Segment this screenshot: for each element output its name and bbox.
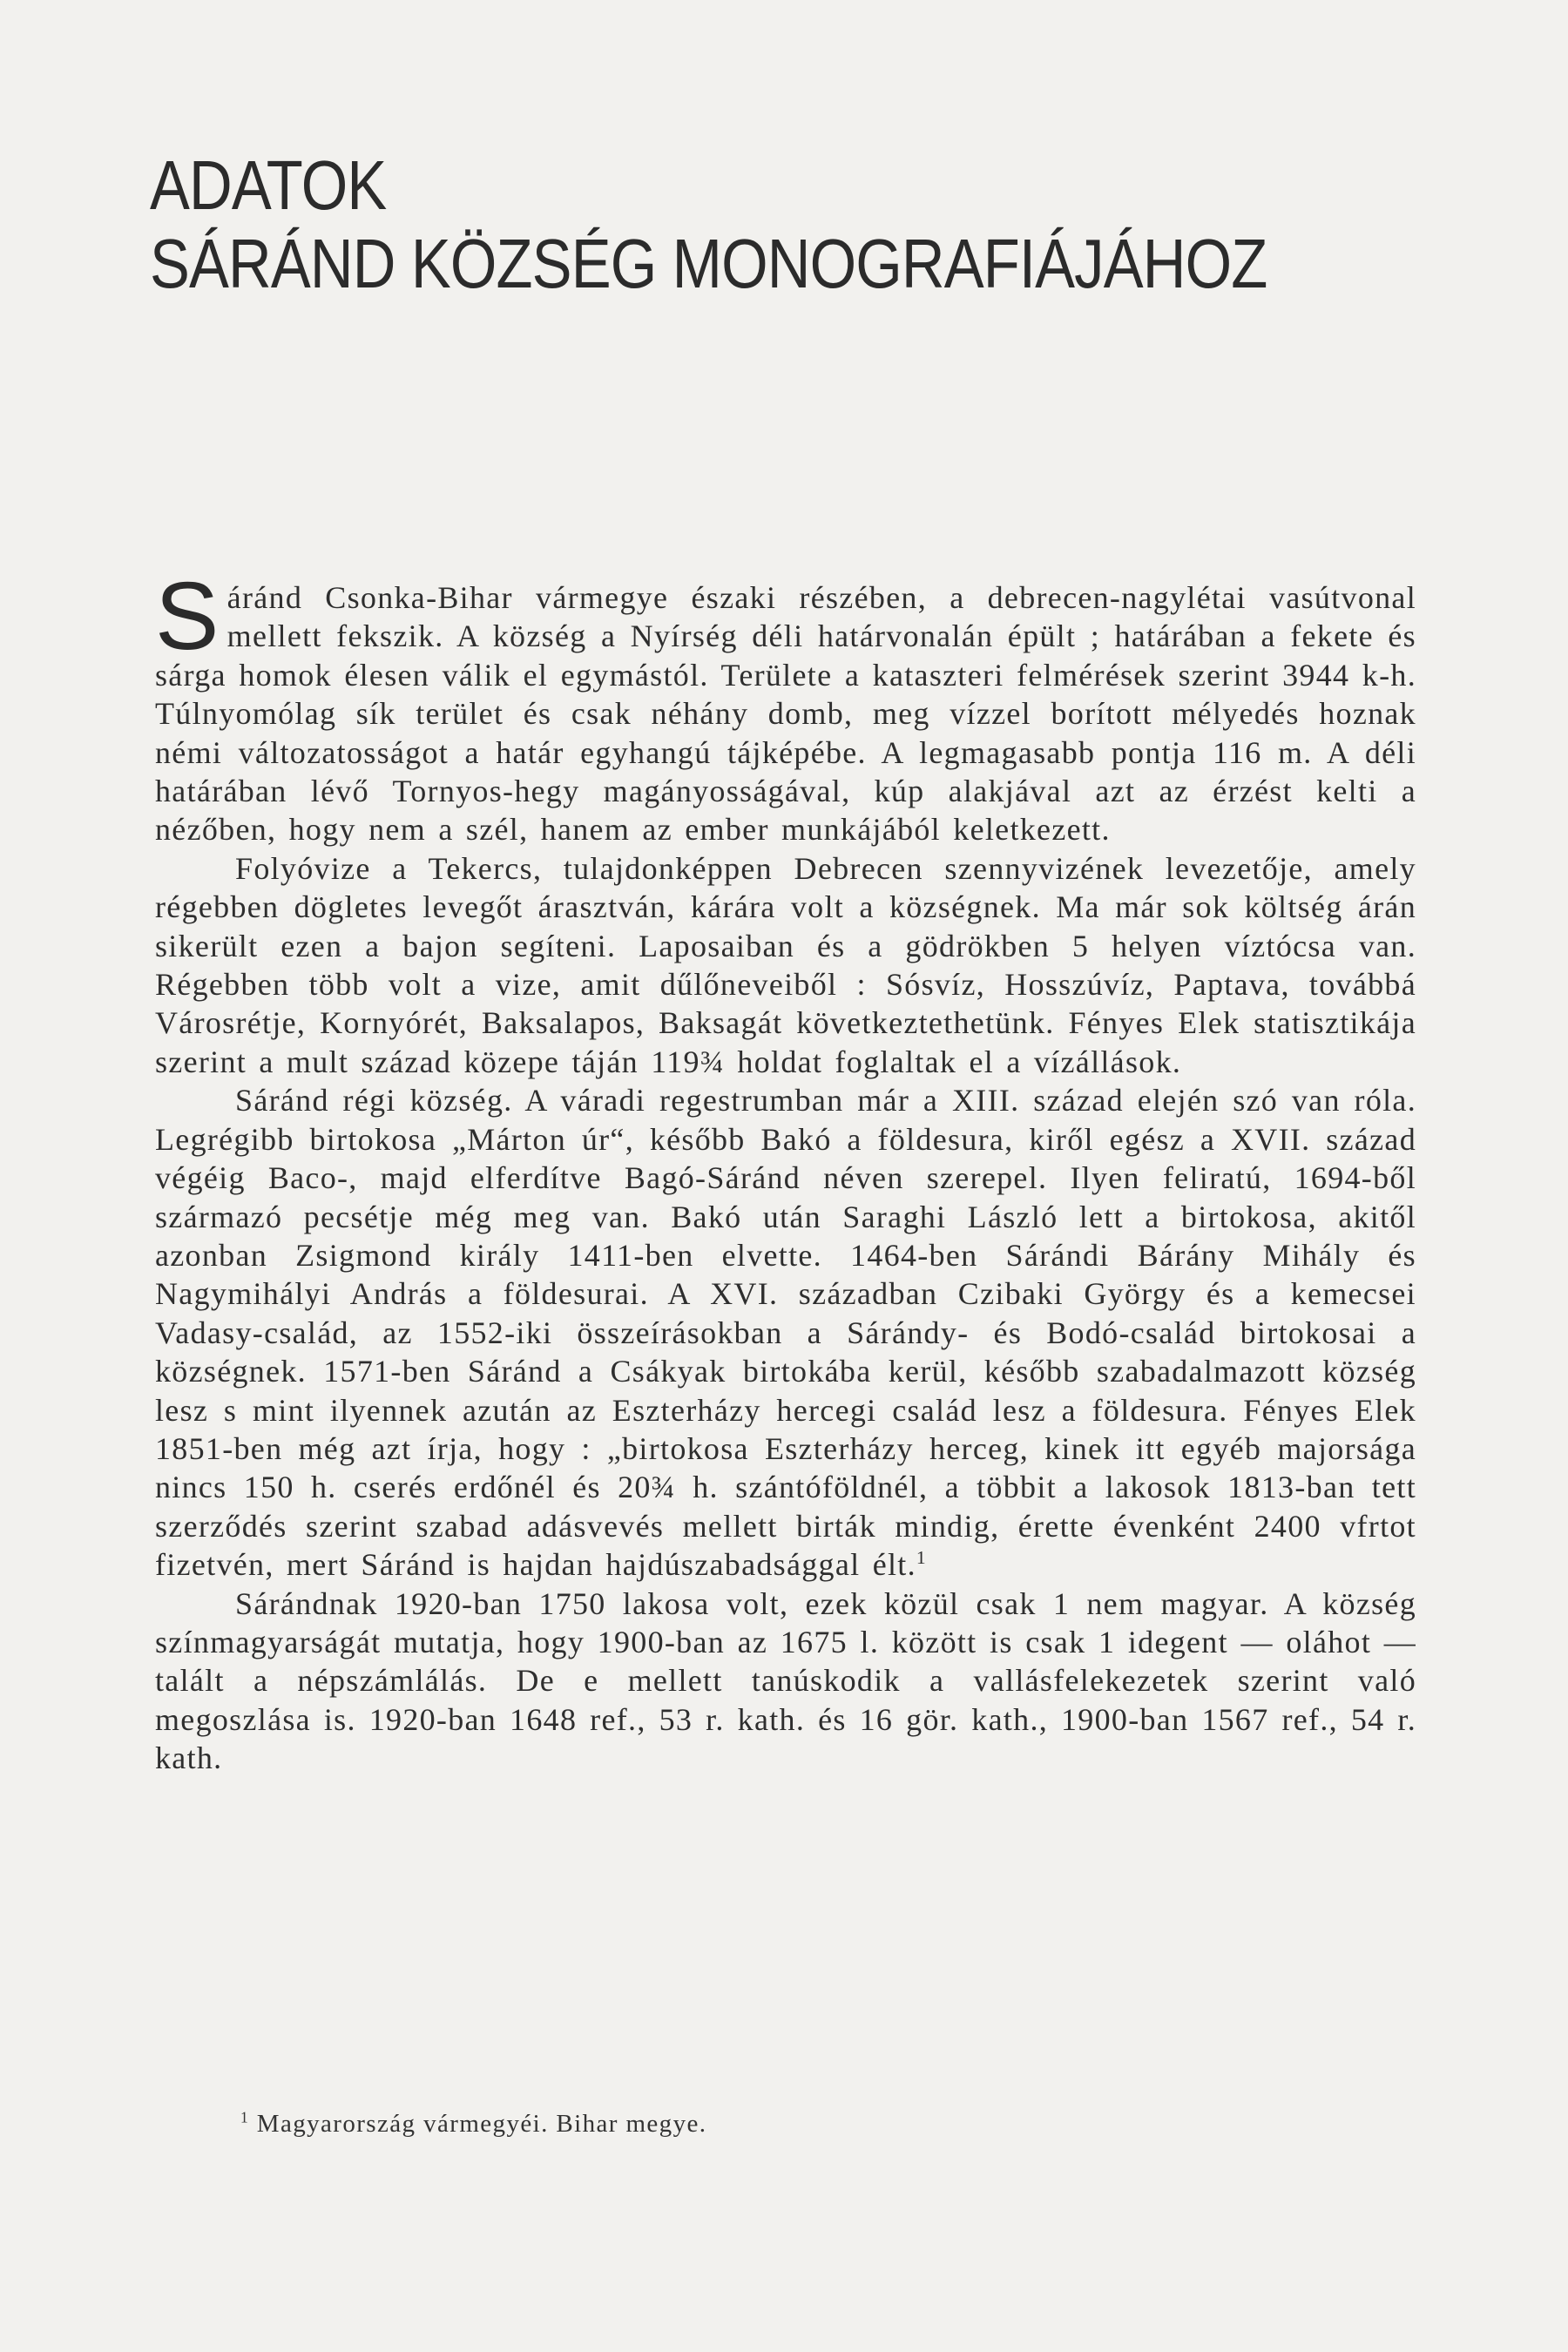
title-line-1: ADATOK bbox=[150, 146, 387, 224]
drop-cap: S bbox=[155, 563, 220, 670]
footnote-marker: 1 bbox=[240, 2108, 250, 2126]
paragraph-1 bbox=[155, 563, 1416, 849]
title-line-2: SÁRÁND KÖZSÉG MONOGRAFIÁJÁHOZ bbox=[150, 225, 1267, 302]
paragraph-4: Sárándnak 1920-ban 1750 lakosa volt, ezek közül csak 1 nem magyar. A község színmagyarságát mutatja, hogy 1900-ban az 1675 l. között is csak 1 idegent — oláhot — talált a népszámlálás. De e mellett tanúskodik a vallásfelekezetek szerint való megoszlása is. 1920-ban 1648 ref., 53 r. kath. és 16 gör. kath., 1900-ban 1567 ref., 54 r. kath. bbox=[155, 1585, 1416, 1776]
footnote-reference: 1 bbox=[916, 1547, 928, 1569]
paragraph-3-text: Sáránd régi község. A váradi regestrumban már a XIII. század elején szó van róla. Legrégibb birtokosa „Márton úr“, később Bakó a földesura, kiről egész a XVII. század végéig Baco-, majd elferdítve Bagó-Sáránd néven szerepel. Ilyen feliratú, 1694-ből származó pecsétje még meg van. Bakó után Saraghi László lett a birtokosa, akitől azonban Zsigmond király 1411-ben elvette. 1464-ben Sárándi Bárány Mihály és Nagymihályi András a földesurai. A XVI. században Czibaki György és a kemecsei Vadasy-család, az 1552-iki összeírásokban a Sárándy- és Bodó-család birtokosai a községnek. 1571-ben Sáránd a Csákyak birtokába kerül, később szabadalmazott község lesz s mint ilyennek azután az Eszterházy hercegi család lesz a földesura. Fényes Elek 1851-ben még azt írja, hogy : „birtokosa Eszterházy herceg, kinek itt egyéb majorsága nincs 150 h. cserés erdőnél és 20¾ h. szántóföldnél, a többit a lakosok 1813-ban tett szerződés szerint szabad adásvevés mellett birták mindig, érette évenként 2400 vfrtot fizetvén, mert Sáránd is hajdan hajdúszabadsággal élt. bbox=[155, 1083, 1416, 1583]
paragraph-1-text: áránd Csonka-Bihar vármegye északi részében, a debrecen-nagylétai vasútvonal mellett fekszik. A község a Nyírség déli határvonalán épült ; határában a fekete és sárga homok élesen válik el egymástól. Területe a kataszteri felmérések szerint 3944 k-h. Túlnyomólag sík terület és csak néhány domb, meg vízzel borított mélyedés hoznak némi változatosságot a határ egyhangú tájképébe. A legmagasabb pontja 116 m. A déli határában lévő Tornyos-hegy magányosságával, kúp alakjával azt az érzést kelti a nézőben, hogy nem a szél, hanem az ember munkájából keletkezett. bbox=[155, 580, 1416, 848]
article-body bbox=[155, 563, 1416, 1778]
article-title bbox=[150, 146, 1267, 303]
paragraph-2: Folyóvize a Tekercs, tulajdonképpen Debrecen szennyvizének levezetője, amely régebben dögletes levegőt árasztván, kárára volt a községnek. Ma már sok költség árán sikerült ezen a bajon segíteni. Laposaiban és a gödrökben 5 helyen víztócsa van. Régebben több volt a vize, amit dűlőneveiből : Sósvíz, Hosszúvíz, Paptava, továbbá Városrétje, Kornyórét, Baksalapos, Baksagát következtethetünk. Fényes Elek statisztikája szerint a mult század közepe táján 119¾ holdat foglaltak el a vízállások. bbox=[155, 850, 1416, 1079]
paragraph-3 bbox=[155, 1081, 1416, 1584]
footnote bbox=[240, 2108, 1373, 2139]
footnote-text: Magyarország vármegyéi. Bihar megye. bbox=[256, 2110, 707, 2138]
